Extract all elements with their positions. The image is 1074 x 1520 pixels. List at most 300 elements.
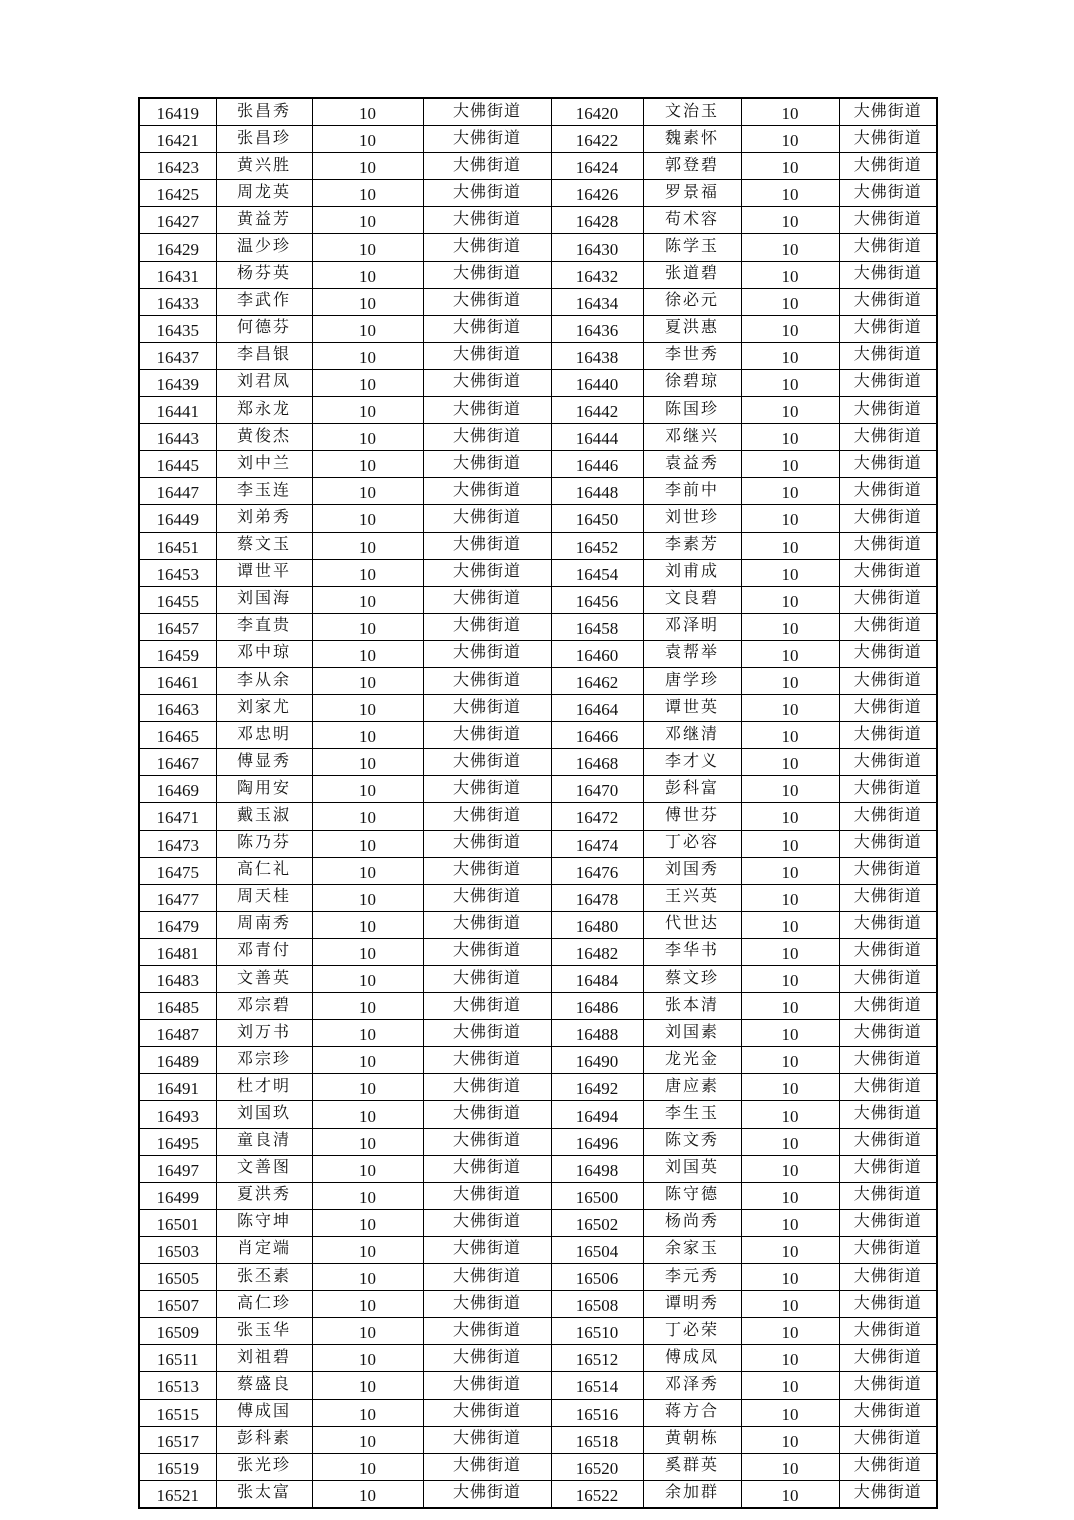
subdistrict-cell: 大佛街道 xyxy=(839,1236,937,1263)
record-id-cell: 16440 xyxy=(551,369,643,396)
person-name-cell: 陈文秀 xyxy=(643,1128,741,1155)
person-name-cell: 陈国珍 xyxy=(643,397,741,424)
table-row xyxy=(139,1236,937,1263)
amount-cell: 10 xyxy=(312,559,423,586)
amount-cell: 10 xyxy=(312,1318,423,1345)
table-row xyxy=(139,153,937,180)
amount-cell: 10 xyxy=(312,966,423,993)
record-id-cell: 16427 xyxy=(139,207,216,234)
person-name-cell: 谭明秀 xyxy=(643,1291,741,1318)
amount-cell: 10 xyxy=(741,451,839,478)
record-id-cell: 16486 xyxy=(551,993,643,1020)
person-name-cell: 刘君凤 xyxy=(216,369,312,396)
person-name-cell: 傅世芬 xyxy=(643,803,741,830)
subdistrict-cell: 大佛街道 xyxy=(839,1182,937,1209)
record-id-cell: 16448 xyxy=(551,478,643,505)
record-id-cell: 16501 xyxy=(139,1209,216,1236)
record-id-cell: 16513 xyxy=(139,1372,216,1399)
table-row xyxy=(139,1345,937,1372)
record-id-cell: 16419 xyxy=(139,98,216,126)
table-row xyxy=(139,1128,937,1155)
records-table-body xyxy=(139,98,937,1508)
subdistrict-cell: 大佛街道 xyxy=(839,776,937,803)
person-name-cell: 陈守德 xyxy=(643,1182,741,1209)
subdistrict-cell: 大佛街道 xyxy=(423,559,551,586)
subdistrict-cell: 大佛街道 xyxy=(423,1182,551,1209)
subdistrict-cell: 大佛街道 xyxy=(839,207,937,234)
table-row xyxy=(139,1291,937,1318)
amount-cell: 10 xyxy=(312,1372,423,1399)
table-row xyxy=(139,1074,937,1101)
person-name-cell: 罗景福 xyxy=(643,180,741,207)
table-row xyxy=(139,424,937,451)
subdistrict-cell: 大佛街道 xyxy=(839,1155,937,1182)
record-id-cell: 16499 xyxy=(139,1182,216,1209)
person-name-cell: 彭科富 xyxy=(643,776,741,803)
record-id-cell: 16507 xyxy=(139,1291,216,1318)
amount-cell: 10 xyxy=(741,1345,839,1372)
record-id-cell: 16474 xyxy=(551,830,643,857)
amount-cell: 10 xyxy=(741,1074,839,1101)
record-id-cell: 16464 xyxy=(551,695,643,722)
person-name-cell: 龙光金 xyxy=(643,1047,741,1074)
amount-cell: 10 xyxy=(312,397,423,424)
record-id-cell: 16463 xyxy=(139,695,216,722)
person-name-cell: 陈乃芬 xyxy=(216,830,312,857)
amount-cell: 10 xyxy=(741,126,839,153)
person-name-cell: 邓泽秀 xyxy=(643,1372,741,1399)
person-name-cell: 蔡文玉 xyxy=(216,532,312,559)
amount-cell: 10 xyxy=(312,1453,423,1480)
record-id-cell: 16462 xyxy=(551,667,643,694)
amount-cell: 10 xyxy=(741,180,839,207)
subdistrict-cell: 大佛街道 xyxy=(839,478,937,505)
record-id-cell: 16506 xyxy=(551,1264,643,1291)
person-name-cell: 张昌珍 xyxy=(216,126,312,153)
record-id-cell: 16456 xyxy=(551,586,643,613)
table-row xyxy=(139,369,937,396)
table-row xyxy=(139,559,937,586)
subdistrict-cell: 大佛街道 xyxy=(839,966,937,993)
person-name-cell: 张道碧 xyxy=(643,261,741,288)
record-id-cell: 16438 xyxy=(551,342,643,369)
table-row xyxy=(139,640,937,667)
amount-cell: 10 xyxy=(741,966,839,993)
amount-cell: 10 xyxy=(741,911,839,938)
person-name-cell: 蒋方合 xyxy=(643,1399,741,1426)
amount-cell: 10 xyxy=(741,1264,839,1291)
person-name-cell: 夏洪秀 xyxy=(216,1182,312,1209)
subdistrict-cell: 大佛街道 xyxy=(423,505,551,532)
amount-cell: 10 xyxy=(741,369,839,396)
person-name-cell: 丁必容 xyxy=(643,830,741,857)
amount-cell: 10 xyxy=(312,505,423,532)
amount-cell: 10 xyxy=(312,369,423,396)
subdistrict-cell: 大佛街道 xyxy=(423,1209,551,1236)
subdistrict-cell: 大佛街道 xyxy=(839,1318,937,1345)
record-id-cell: 16457 xyxy=(139,613,216,640)
table-row xyxy=(139,830,937,857)
record-id-cell: 16455 xyxy=(139,586,216,613)
subdistrict-cell: 大佛街道 xyxy=(839,315,937,342)
person-name-cell: 刘家尤 xyxy=(216,695,312,722)
amount-cell: 10 xyxy=(741,884,839,911)
person-name-cell: 何德芬 xyxy=(216,315,312,342)
subdistrict-cell: 大佛街道 xyxy=(839,613,937,640)
amount-cell: 10 xyxy=(312,776,423,803)
subdistrict-cell: 大佛街道 xyxy=(423,342,551,369)
amount-cell: 10 xyxy=(312,938,423,965)
amount-cell: 10 xyxy=(741,153,839,180)
record-id-cell: 16425 xyxy=(139,180,216,207)
person-name-cell: 余家玉 xyxy=(643,1236,741,1263)
person-name-cell: 刘国素 xyxy=(643,1020,741,1047)
amount-cell: 10 xyxy=(312,315,423,342)
subdistrict-cell: 大佛街道 xyxy=(839,126,937,153)
record-id-cell: 16466 xyxy=(551,722,643,749)
subdistrict-cell: 大佛街道 xyxy=(839,369,937,396)
table-row xyxy=(139,451,937,478)
person-name-cell: 李玉连 xyxy=(216,478,312,505)
table-row xyxy=(139,1264,937,1291)
record-id-cell: 16476 xyxy=(551,857,643,884)
subdistrict-cell: 大佛街道 xyxy=(423,478,551,505)
subdistrict-cell: 大佛街道 xyxy=(839,749,937,776)
subdistrict-cell: 大佛街道 xyxy=(839,532,937,559)
record-id-cell: 16520 xyxy=(551,1453,643,1480)
table-row xyxy=(139,803,937,830)
amount-cell: 10 xyxy=(312,153,423,180)
record-id-cell: 16489 xyxy=(139,1047,216,1074)
record-id-cell: 16443 xyxy=(139,424,216,451)
table-row xyxy=(139,1047,937,1074)
person-name-cell: 张玉华 xyxy=(216,1318,312,1345)
table-row xyxy=(139,1426,937,1453)
record-id-cell: 16479 xyxy=(139,911,216,938)
record-id-cell: 16444 xyxy=(551,424,643,451)
person-name-cell: 傅成国 xyxy=(216,1399,312,1426)
amount-cell: 10 xyxy=(741,1453,839,1480)
person-name-cell: 黄朝栋 xyxy=(643,1426,741,1453)
amount-cell: 10 xyxy=(741,207,839,234)
record-id-cell: 16515 xyxy=(139,1399,216,1426)
subdistrict-cell: 大佛街道 xyxy=(423,695,551,722)
person-name-cell: 余加群 xyxy=(643,1480,741,1508)
subdistrict-cell: 大佛街道 xyxy=(423,424,551,451)
person-name-cell: 刘国秀 xyxy=(643,857,741,884)
amount-cell: 10 xyxy=(312,234,423,261)
person-name-cell: 傅显秀 xyxy=(216,749,312,776)
record-id-cell: 16517 xyxy=(139,1426,216,1453)
person-name-cell: 李世秀 xyxy=(643,342,741,369)
subdistrict-cell: 大佛街道 xyxy=(423,1155,551,1182)
subdistrict-cell: 大佛街道 xyxy=(423,966,551,993)
person-name-cell: 张丕素 xyxy=(216,1264,312,1291)
record-id-cell: 16500 xyxy=(551,1182,643,1209)
person-name-cell: 邓继清 xyxy=(643,722,741,749)
subdistrict-cell: 大佛街道 xyxy=(839,857,937,884)
subdistrict-cell: 大佛街道 xyxy=(839,884,937,911)
amount-cell: 10 xyxy=(741,640,839,667)
record-id-cell: 16491 xyxy=(139,1074,216,1101)
person-name-cell: 李才义 xyxy=(643,749,741,776)
subdistrict-cell: 大佛街道 xyxy=(423,613,551,640)
subdistrict-cell: 大佛街道 xyxy=(423,722,551,749)
subdistrict-cell: 大佛街道 xyxy=(839,261,937,288)
subdistrict-cell: 大佛街道 xyxy=(423,1128,551,1155)
subdistrict-cell: 大佛街道 xyxy=(839,424,937,451)
subdistrict-cell: 大佛街道 xyxy=(839,1020,937,1047)
amount-cell: 10 xyxy=(741,261,839,288)
amount-cell: 10 xyxy=(312,1101,423,1128)
amount-cell: 10 xyxy=(312,1020,423,1047)
record-id-cell: 16433 xyxy=(139,288,216,315)
amount-cell: 10 xyxy=(312,884,423,911)
amount-cell: 10 xyxy=(741,234,839,261)
subdistrict-cell: 大佛街道 xyxy=(423,207,551,234)
record-id-cell: 16502 xyxy=(551,1209,643,1236)
person-name-cell: 邓泽明 xyxy=(643,613,741,640)
amount-cell: 10 xyxy=(741,1426,839,1453)
record-id-cell: 16426 xyxy=(551,180,643,207)
table-row xyxy=(139,1155,937,1182)
subdistrict-cell: 大佛街道 xyxy=(423,1101,551,1128)
amount-cell: 10 xyxy=(312,1128,423,1155)
record-id-cell: 16453 xyxy=(139,559,216,586)
record-id-cell: 16423 xyxy=(139,153,216,180)
amount-cell: 10 xyxy=(741,1291,839,1318)
subdistrict-cell: 大佛街道 xyxy=(423,884,551,911)
record-id-cell: 16437 xyxy=(139,342,216,369)
subdistrict-cell: 大佛街道 xyxy=(423,1453,551,1480)
person-name-cell: 张太富 xyxy=(216,1480,312,1508)
subdistrict-cell: 大佛街道 xyxy=(423,261,551,288)
subdistrict-cell: 大佛街道 xyxy=(423,667,551,694)
person-name-cell: 魏素怀 xyxy=(643,126,741,153)
person-name-cell: 夏洪惠 xyxy=(643,315,741,342)
person-name-cell: 傅成凤 xyxy=(643,1345,741,1372)
person-name-cell: 陈守坤 xyxy=(216,1209,312,1236)
subdistrict-cell: 大佛街道 xyxy=(839,993,937,1020)
table-row xyxy=(139,261,937,288)
record-id-cell: 16488 xyxy=(551,1020,643,1047)
person-name-cell: 陶用安 xyxy=(216,776,312,803)
subdistrict-cell: 大佛街道 xyxy=(839,640,937,667)
person-name-cell: 李生玉 xyxy=(643,1101,741,1128)
person-name-cell: 文治玉 xyxy=(643,98,741,126)
person-name-cell: 张本清 xyxy=(643,993,741,1020)
record-id-cell: 16477 xyxy=(139,884,216,911)
table-row xyxy=(139,1101,937,1128)
record-id-cell: 16452 xyxy=(551,532,643,559)
subdistrict-cell: 大佛街道 xyxy=(839,1399,937,1426)
subdistrict-cell: 大佛街道 xyxy=(423,911,551,938)
amount-cell: 10 xyxy=(741,424,839,451)
amount-cell: 10 xyxy=(312,126,423,153)
record-id-cell: 16472 xyxy=(551,803,643,830)
table-row xyxy=(139,1399,937,1426)
record-id-cell: 16449 xyxy=(139,505,216,532)
person-name-cell: 邓中琼 xyxy=(216,640,312,667)
record-id-cell: 16435 xyxy=(139,315,216,342)
record-id-cell: 16483 xyxy=(139,966,216,993)
subdistrict-cell: 大佛街道 xyxy=(423,451,551,478)
record-id-cell: 16436 xyxy=(551,315,643,342)
subdistrict-cell: 大佛街道 xyxy=(839,938,937,965)
amount-cell: 10 xyxy=(312,1345,423,1372)
amount-cell: 10 xyxy=(741,1399,839,1426)
table-row xyxy=(139,98,937,126)
subdistrict-cell: 大佛街道 xyxy=(423,1047,551,1074)
table-row xyxy=(139,532,937,559)
subdistrict-cell: 大佛街道 xyxy=(839,559,937,586)
amount-cell: 10 xyxy=(741,532,839,559)
record-id-cell: 16447 xyxy=(139,478,216,505)
table-row xyxy=(139,776,937,803)
record-id-cell: 16467 xyxy=(139,749,216,776)
subdistrict-cell: 大佛街道 xyxy=(839,1101,937,1128)
record-id-cell: 16421 xyxy=(139,126,216,153)
person-name-cell: 李昌银 xyxy=(216,342,312,369)
record-id-cell: 16498 xyxy=(551,1155,643,1182)
amount-cell: 10 xyxy=(312,180,423,207)
subdistrict-cell: 大佛街道 xyxy=(839,397,937,424)
record-id-cell: 16431 xyxy=(139,261,216,288)
subdistrict-cell: 大佛街道 xyxy=(423,1020,551,1047)
record-id-cell: 16424 xyxy=(551,153,643,180)
person-name-cell: 郑永龙 xyxy=(216,397,312,424)
amount-cell: 10 xyxy=(312,993,423,1020)
record-id-cell: 16451 xyxy=(139,532,216,559)
person-name-cell: 杨芬英 xyxy=(216,261,312,288)
subdistrict-cell: 大佛街道 xyxy=(423,1372,551,1399)
record-id-cell: 16432 xyxy=(551,261,643,288)
person-name-cell: 苟术容 xyxy=(643,207,741,234)
amount-cell: 10 xyxy=(312,667,423,694)
table-row xyxy=(139,993,937,1020)
record-id-cell: 16495 xyxy=(139,1128,216,1155)
subdistrict-cell: 大佛街道 xyxy=(839,451,937,478)
person-name-cell: 李元秀 xyxy=(643,1264,741,1291)
table-row xyxy=(139,857,937,884)
subdistrict-cell: 大佛街道 xyxy=(423,532,551,559)
record-id-cell: 16504 xyxy=(551,1236,643,1263)
person-name-cell: 刘国玖 xyxy=(216,1101,312,1128)
person-name-cell: 张光珍 xyxy=(216,1453,312,1480)
subdistrict-cell: 大佛街道 xyxy=(839,803,937,830)
table-row xyxy=(139,315,937,342)
person-name-cell: 郭登碧 xyxy=(643,153,741,180)
amount-cell: 10 xyxy=(312,911,423,938)
person-name-cell: 袁益秀 xyxy=(643,451,741,478)
person-name-cell: 丁必荣 xyxy=(643,1318,741,1345)
person-name-cell: 代世达 xyxy=(643,911,741,938)
amount-cell: 10 xyxy=(741,803,839,830)
subdistrict-cell: 大佛街道 xyxy=(423,1345,551,1372)
person-name-cell: 黄益芳 xyxy=(216,207,312,234)
subdistrict-cell: 大佛街道 xyxy=(839,1264,937,1291)
amount-cell: 10 xyxy=(312,613,423,640)
amount-cell: 10 xyxy=(312,1155,423,1182)
record-id-cell: 16505 xyxy=(139,1264,216,1291)
person-name-cell: 蔡盛良 xyxy=(216,1372,312,1399)
amount-cell: 10 xyxy=(312,288,423,315)
amount-cell: 10 xyxy=(741,613,839,640)
table-row xyxy=(139,1020,937,1047)
amount-cell: 10 xyxy=(312,1264,423,1291)
amount-cell: 10 xyxy=(741,315,839,342)
subdistrict-cell: 大佛街道 xyxy=(423,397,551,424)
record-id-cell: 16468 xyxy=(551,749,643,776)
subdistrict-cell: 大佛街道 xyxy=(839,830,937,857)
record-id-cell: 16484 xyxy=(551,966,643,993)
table-row xyxy=(139,1480,937,1508)
table-row xyxy=(139,966,937,993)
record-id-cell: 16445 xyxy=(139,451,216,478)
subdistrict-cell: 大佛街道 xyxy=(839,1345,937,1372)
record-id-cell: 16521 xyxy=(139,1480,216,1508)
amount-cell: 10 xyxy=(741,1101,839,1128)
amount-cell: 10 xyxy=(741,1372,839,1399)
subdistrict-cell: 大佛街道 xyxy=(839,1074,937,1101)
amount-cell: 10 xyxy=(741,478,839,505)
subdistrict-cell: 大佛街道 xyxy=(839,667,937,694)
subdistrict-cell: 大佛街道 xyxy=(423,126,551,153)
subdistrict-cell: 大佛街道 xyxy=(839,1372,937,1399)
person-name-cell: 徐碧琼 xyxy=(643,369,741,396)
table-row xyxy=(139,1453,937,1480)
subdistrict-cell: 大佛街道 xyxy=(423,1426,551,1453)
person-name-cell: 杜才明 xyxy=(216,1074,312,1101)
person-name-cell: 李武作 xyxy=(216,288,312,315)
subdistrict-cell: 大佛街道 xyxy=(839,505,937,532)
record-id-cell: 16442 xyxy=(551,397,643,424)
record-id-cell: 16454 xyxy=(551,559,643,586)
subdistrict-cell: 大佛街道 xyxy=(423,1399,551,1426)
person-name-cell: 刘中兰 xyxy=(216,451,312,478)
record-id-cell: 16439 xyxy=(139,369,216,396)
amount-cell: 10 xyxy=(741,695,839,722)
record-id-cell: 16490 xyxy=(551,1047,643,1074)
record-id-cell: 16481 xyxy=(139,938,216,965)
amount-cell: 10 xyxy=(312,342,423,369)
person-name-cell: 谭世英 xyxy=(643,695,741,722)
record-id-cell: 16420 xyxy=(551,98,643,126)
record-id-cell: 16430 xyxy=(551,234,643,261)
person-name-cell: 陈学玉 xyxy=(643,234,741,261)
person-name-cell: 周龙英 xyxy=(216,180,312,207)
record-id-cell: 16518 xyxy=(551,1426,643,1453)
record-id-cell: 16429 xyxy=(139,234,216,261)
record-id-cell: 16511 xyxy=(139,1345,216,1372)
amount-cell: 10 xyxy=(312,532,423,559)
person-name-cell: 邓宗珍 xyxy=(216,1047,312,1074)
person-name-cell: 唐应素 xyxy=(643,1074,741,1101)
table-row xyxy=(139,126,937,153)
record-id-cell: 16473 xyxy=(139,830,216,857)
subdistrict-cell: 大佛街道 xyxy=(423,993,551,1020)
amount-cell: 10 xyxy=(741,559,839,586)
person-name-cell: 刘弟秀 xyxy=(216,505,312,532)
record-id-cell: 16459 xyxy=(139,640,216,667)
record-id-cell: 16485 xyxy=(139,993,216,1020)
subdistrict-cell: 大佛街道 xyxy=(423,315,551,342)
subdistrict-cell: 大佛街道 xyxy=(423,749,551,776)
person-name-cell: 蔡文珍 xyxy=(643,966,741,993)
amount-cell: 10 xyxy=(741,749,839,776)
record-id-cell: 16475 xyxy=(139,857,216,884)
record-id-cell: 16428 xyxy=(551,207,643,234)
